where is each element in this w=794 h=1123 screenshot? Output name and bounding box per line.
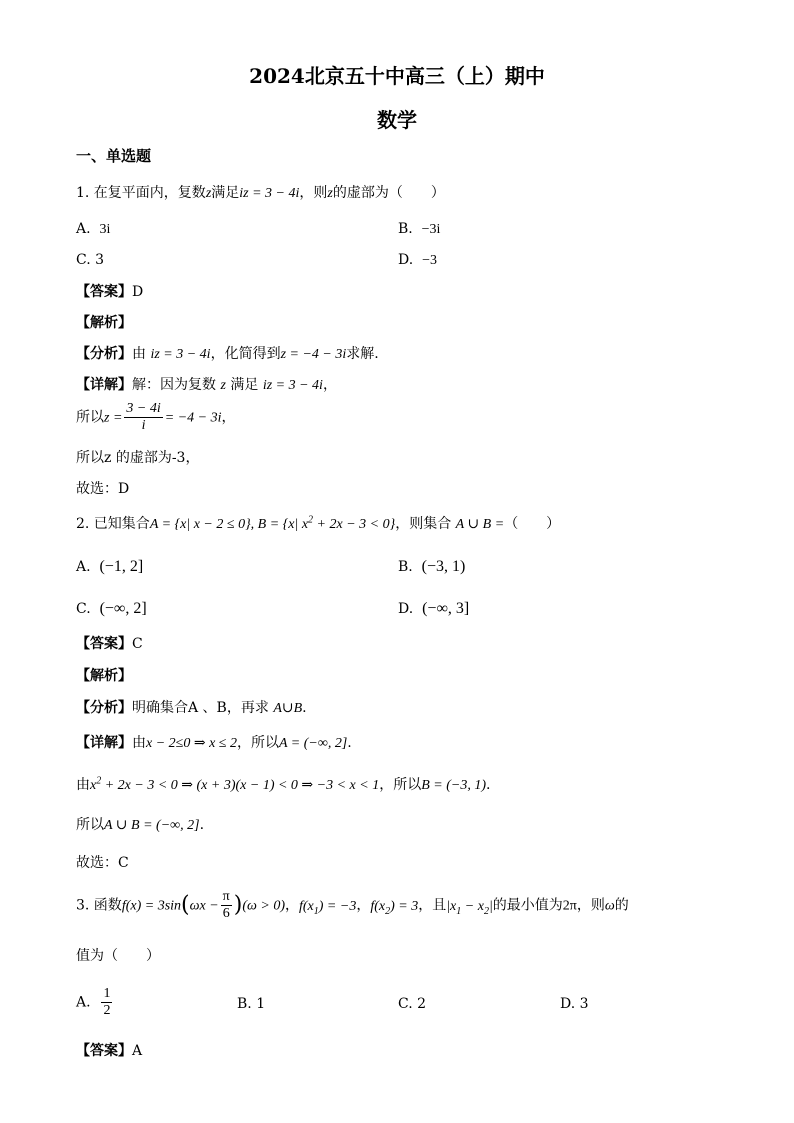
q2-analysis-label: 【解析】	[76, 668, 132, 684]
q1-option-a: A. 3i	[76, 221, 111, 237]
q1-stem: 1. 在复平面内，复数z满足iz = 3 − 4i，则z的虚部为（ ）	[76, 185, 445, 201]
q1-condition: iz = 3 − 4i	[239, 186, 300, 201]
q1-fraction: $\frac{3 - 4i}{i}$	[126, 401, 161, 434]
q2-choose: 故选：C	[76, 855, 129, 871]
q2-option-a: A. (−1, 2]	[76, 558, 144, 575]
q1-detail: 【详解】解：因为复数 z 满足 iz = 3 − 4i，	[76, 377, 337, 393]
q3-stem: 3. 函数f(x) = 3sin(ωx − $\frac{\pi}{6}$ )(ω > 0)，$f(x_1) = -3$，$f(x_2) = 3$，且$|x_1 - x_2|$的最小值为2π，则ω的	[76, 889, 629, 922]
q2-sets: A = {x| x − 2 ≤ 0}, B = {x| $x^2 + 2x - 3 < 0$}	[149, 514, 396, 532]
document-subject: 数学	[377, 108, 417, 132]
q2-stem: 2. 已知集合A = {x| x − 2 ≤ 0}, B = {x| $x^2 + 2x - 3 < 0$}，则集合 A ∪ B =（ ）	[76, 514, 561, 532]
q2-option-b: B. (−3, 1)	[398, 558, 466, 575]
q1-fenxi: 【分析】由 iz = 3 − 4i，化简得到z = −4 − 3i求解.	[76, 346, 379, 362]
document-title: 2024北京五十中高三（上）期中	[249, 64, 545, 88]
q2-detail-line3: 所以A ∪ B = (−∞, 2].	[76, 817, 205, 833]
section-heading: 一、单选题	[76, 147, 152, 165]
q3-option-d: D. 3	[560, 996, 589, 1012]
q1-option-c: C. 3	[76, 252, 105, 268]
q3-option-b: B. 1	[237, 996, 266, 1012]
q2-answer: 【答案】C	[76, 636, 143, 652]
q2-option-c: C. (−∞, 2]	[76, 600, 147, 617]
q1-choose: 故选：D	[76, 481, 130, 497]
q1-option-d: D. −3	[398, 252, 437, 268]
q3-answer: 【答案】A	[76, 1043, 143, 1059]
q1-answer: 【答案】D	[76, 284, 144, 300]
q2-fenxi: 【分析】明确集合A 、B，再求 A∪B.	[76, 700, 307, 716]
q3-option-c: C. 2	[398, 996, 427, 1012]
q3-option-a: A. $\frac{1}{2}$	[76, 986, 111, 1019]
q1-analysis-label: 【解析】	[76, 315, 132, 331]
q1-detail-line2: 所以z = $\frac{3 - 4i}{i}$ = −4 − 3i，	[76, 401, 236, 434]
q1-option-b: B. −3i	[398, 221, 441, 237]
q2-detail: 【详解】由x − 2≤0 ⇒ x ≤ 2，所以A = (−∞, 2].	[76, 735, 352, 751]
q1-detail-line3: 所以z 的虚部为-3，	[76, 450, 200, 466]
q2-option-d: D. (−∞, 3]	[398, 600, 470, 617]
q2-detail-line2: 由$x^2 + 2x - 3 < 0$ ⇒ (x + 3)(x − 1) < 0 ⇒ −3 < x < 1，所以B = (−3, 1).	[76, 775, 491, 793]
q3-pi-fraction: $\frac{\pi}{6}$	[222, 889, 230, 922]
q3-stem-line2: 值为（ ）	[76, 948, 160, 964]
